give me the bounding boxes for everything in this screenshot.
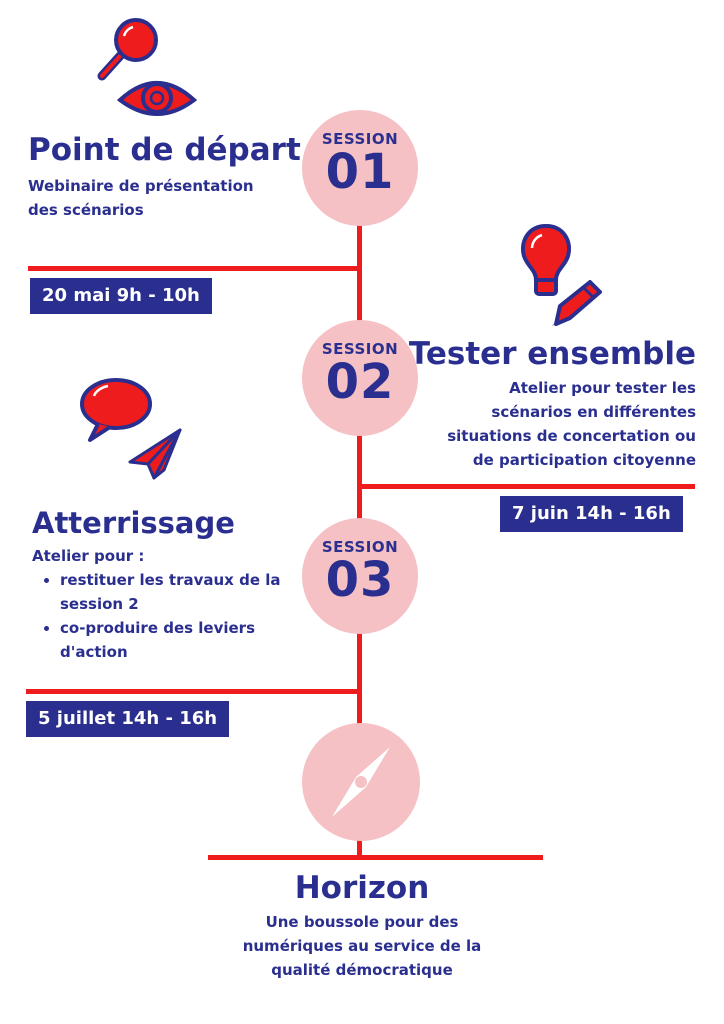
step1-date-badge: 20 mai 9h - 10h	[30, 278, 212, 314]
eye-icon	[116, 72, 198, 122]
bullet-line: • restituer les travaux de la	[60, 571, 281, 589]
horizon-desc-line: qualité démocratique	[271, 961, 453, 979]
step2-description	[447, 376, 696, 472]
step2-desc-line: situations de concertation ou	[447, 427, 696, 445]
step3-date-badge: 5 juillet 14h - 16h	[26, 701, 229, 737]
step3-bullet-list	[32, 568, 280, 664]
pencil-icon	[546, 276, 604, 328]
step1-desc-line: Webinaire de présentation	[28, 177, 254, 195]
bullet-line: d'action	[60, 643, 128, 661]
step2-title: Tester ensemble	[408, 336, 696, 372]
step3-intro: Atelier pour :	[32, 547, 145, 565]
paper-plane-icon	[124, 426, 186, 482]
session-number: 01	[325, 144, 395, 200]
session-label: SESSION	[321, 340, 399, 358]
session-circle-3	[302, 518, 418, 634]
step2-desc-line: de participation citoyenne	[472, 451, 696, 469]
session-circle-1	[302, 110, 418, 226]
step2-date-badge: 7 juin 14h - 16h	[500, 496, 683, 532]
step3-description	[32, 544, 280, 664]
step1-desc-line: des scénarios	[28, 201, 144, 219]
bullet-line: session 2	[60, 595, 139, 613]
session-label: SESSION	[321, 130, 399, 148]
step2-desc-line: Atelier pour tester les	[509, 379, 696, 397]
bullet-line: • co-produire des leviers	[60, 619, 256, 637]
step3-title: Atterrissage	[32, 506, 235, 540]
step1-description	[28, 174, 254, 222]
branch-line-3	[26, 689, 362, 694]
horizon-base-line	[208, 855, 543, 860]
horizon-description	[0, 910, 724, 982]
list-item	[60, 568, 280, 616]
session-number: 03	[325, 552, 395, 608]
session-label: SESSION	[321, 538, 399, 556]
step1-title: Point de départ	[28, 132, 301, 168]
branch-line-1	[28, 266, 362, 271]
horizon-desc-line: numériques au service de la	[242, 937, 482, 955]
compass-circle	[302, 723, 420, 841]
compass-icon	[302, 723, 420, 841]
list-item	[60, 616, 280, 664]
step2-desc-line: scénarios en différentes	[491, 403, 696, 421]
session-number: 02	[325, 354, 395, 410]
branch-line-2	[357, 484, 695, 489]
session-circle-2	[302, 320, 418, 436]
horizon-desc-line: Une boussole pour des	[265, 913, 459, 931]
horizon-title: Horizon	[294, 870, 430, 906]
